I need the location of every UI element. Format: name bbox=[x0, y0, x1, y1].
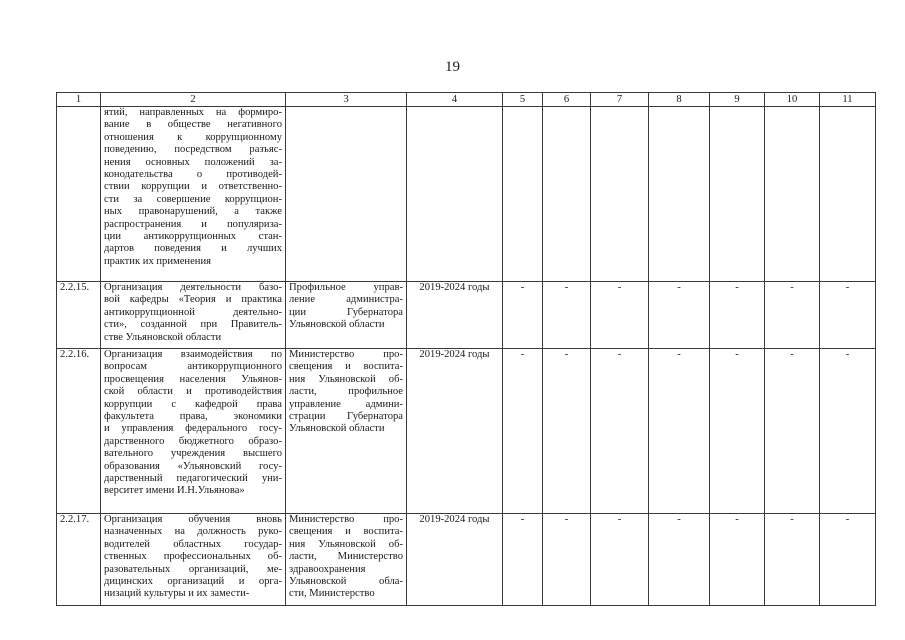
value-cell-col-9: - bbox=[710, 282, 765, 349]
measure-line: верситет имени И.Н.Ульянова» bbox=[104, 485, 245, 497]
value-cell-col-9: - bbox=[710, 349, 765, 514]
value-cell-col-7 bbox=[591, 107, 649, 282]
value-cell-col-6: - bbox=[543, 349, 591, 514]
value-cell-col-7: - bbox=[591, 282, 649, 349]
value-cell-col-7: - bbox=[591, 514, 649, 606]
table-row bbox=[57, 514, 876, 606]
column-header-3: 3 bbox=[286, 93, 407, 107]
value-cell-col-5 bbox=[503, 107, 543, 282]
executor-cell bbox=[286, 282, 407, 349]
executor-line: Министерство про- bbox=[289, 349, 403, 360]
measure-line: дицинских организаций и орга- bbox=[104, 576, 282, 588]
measure-line: ской области и противодействия bbox=[104, 386, 282, 398]
executor-line: Ульяновской обла- bbox=[289, 576, 403, 588]
value-cell-col-10 bbox=[765, 107, 820, 282]
value-cell-col-5: - bbox=[503, 349, 543, 514]
measure-line: водителей областных государ- bbox=[104, 538, 282, 550]
table-row bbox=[57, 107, 876, 282]
executor-line: ния Ульяновской об- bbox=[289, 373, 403, 385]
executor-line: ласти, профильное bbox=[289, 386, 403, 398]
column-header-6: 6 bbox=[543, 93, 591, 107]
measure-line: нения основных положений за- bbox=[104, 156, 282, 168]
measure-line: низаций культуры и их замести- bbox=[104, 588, 250, 600]
executor-cell bbox=[286, 514, 407, 606]
value-cell-col-5: - bbox=[503, 514, 543, 606]
measure-line: ных правонарушений, а также bbox=[104, 206, 282, 218]
value-cell-col-8: - bbox=[649, 514, 710, 606]
row-number: 2.2.16. bbox=[57, 349, 101, 514]
measure-line: вание в обществе негативного bbox=[104, 119, 282, 131]
period-cell: 2019-2024 годы bbox=[407, 349, 503, 514]
value-cell-col-8: - bbox=[649, 282, 710, 349]
measure-line: просвещения населения Ульянов- bbox=[104, 373, 282, 385]
measure-line: антикоррупционной деятельно- bbox=[104, 306, 282, 318]
measure-line: дарственный педагогический уни- bbox=[104, 473, 282, 485]
measure-line: разовательных организаций, ме- bbox=[104, 563, 282, 575]
executor-line: свещения и воспита- bbox=[289, 361, 403, 373]
row-number: 2.2.15. bbox=[57, 282, 101, 349]
executor-line: ния Ульяновской об- bbox=[289, 538, 403, 550]
executor-line: сти, Министерство bbox=[289, 588, 375, 600]
value-cell-col-11: - bbox=[820, 514, 876, 606]
value-cell-col-10: - bbox=[765, 282, 820, 349]
period-cell: 2019-2024 годы bbox=[407, 282, 503, 349]
executor-line: страции Губернатора bbox=[289, 411, 403, 423]
value-cell-col-6 bbox=[543, 107, 591, 282]
value-cell-col-9 bbox=[710, 107, 765, 282]
measure-description bbox=[101, 107, 286, 282]
executor-cell bbox=[286, 349, 407, 514]
column-header-7: 7 bbox=[591, 93, 649, 107]
measure-line: и управления федерального госу- bbox=[104, 423, 282, 435]
measure-line: сти», созданной при Правитель- bbox=[104, 319, 282, 331]
column-header-10: 10 bbox=[765, 93, 820, 107]
measure-line: сти за совершение коррупцион- bbox=[104, 193, 282, 205]
table-header bbox=[57, 93, 876, 107]
table-row bbox=[57, 282, 876, 349]
executor-line: Ульяновской области bbox=[289, 423, 385, 435]
table-row bbox=[57, 349, 876, 514]
value-cell-col-11 bbox=[820, 107, 876, 282]
executor-line: ласти, Министерство bbox=[289, 551, 403, 563]
measure-line: конодательства о противодей- bbox=[104, 169, 282, 181]
table-body bbox=[57, 107, 876, 606]
measure-line: ции антикоррупционных стан- bbox=[104, 231, 282, 243]
measure-description bbox=[101, 349, 286, 514]
value-cell-col-6: - bbox=[543, 282, 591, 349]
measure-line: дартов поведения и лучших bbox=[104, 243, 282, 255]
measure-line: стве Ульяновской области bbox=[104, 331, 222, 343]
value-cell-col-8: - bbox=[649, 349, 710, 514]
value-cell-col-10: - bbox=[765, 349, 820, 514]
value-cell-col-11: - bbox=[820, 282, 876, 349]
measure-line: распространения и популяриза- bbox=[104, 218, 282, 230]
column-header-1: 1 bbox=[57, 93, 101, 107]
row-number bbox=[57, 107, 101, 282]
measure-line: вой кафедры «Теория и практика bbox=[104, 294, 282, 306]
measure-description bbox=[101, 282, 286, 349]
period-cell bbox=[407, 107, 503, 282]
period-cell: 2019-2024 годы bbox=[407, 514, 503, 606]
measure-line: образования «Ульяновский госу- bbox=[104, 460, 282, 472]
measure-line: поведению, посредством разъяс- bbox=[104, 144, 282, 156]
measure-line: дарственного бюджетного образо- bbox=[104, 435, 282, 447]
value-cell-col-8 bbox=[649, 107, 710, 282]
value-cell-col-9: - bbox=[710, 514, 765, 606]
row-number: 2.2.17. bbox=[57, 514, 101, 606]
value-cell-col-11: - bbox=[820, 349, 876, 514]
value-cell-col-10: - bbox=[765, 514, 820, 606]
measure-line: ятий, направленных на формиро- bbox=[104, 107, 282, 118]
header-row bbox=[57, 93, 876, 107]
measures-table bbox=[56, 92, 876, 606]
column-header-8: 8 bbox=[649, 93, 710, 107]
measure-line: практик их применения bbox=[104, 255, 212, 267]
measure-line: ствии коррупции и ответственно- bbox=[104, 181, 282, 193]
executor-line: управление админи- bbox=[289, 398, 403, 410]
executor-cell bbox=[286, 107, 407, 282]
measure-line: отношения к коррупционному bbox=[104, 131, 282, 143]
measure-line: факультета права, экономики bbox=[104, 411, 282, 423]
value-cell-col-5: - bbox=[503, 282, 543, 349]
column-header-2: 2 bbox=[101, 93, 286, 107]
measure-line: вопросам антикоррупционного bbox=[104, 361, 282, 373]
measure-line: назначенных на должность руко- bbox=[104, 526, 282, 538]
column-header-4: 4 bbox=[407, 93, 503, 107]
executor-line: Министерство про- bbox=[289, 514, 403, 525]
measure-line: вательного учреждения высшего bbox=[104, 448, 282, 460]
executor-line: Профильное управ- bbox=[289, 282, 403, 293]
executor-line: здравоохранения bbox=[289, 563, 366, 575]
measure-line: ственных профессиональных об- bbox=[104, 551, 282, 563]
executor-line: Ульяновской области bbox=[289, 319, 385, 331]
column-header-9: 9 bbox=[710, 93, 765, 107]
column-header-5: 5 bbox=[503, 93, 543, 107]
measure-line: коррупции с кафедрой права bbox=[104, 398, 282, 410]
measure-line: Организация деятельности базо- bbox=[104, 282, 282, 293]
measure-line: Организация обучения вновь bbox=[104, 514, 282, 525]
page-number: 19 bbox=[445, 59, 460, 75]
column-header-11: 11 bbox=[820, 93, 876, 107]
value-cell-col-6: - bbox=[543, 514, 591, 606]
executor-line: ции Губернатора bbox=[289, 306, 403, 318]
value-cell-col-7: - bbox=[591, 349, 649, 514]
measure-line: Организация взаимодействия по bbox=[104, 349, 282, 360]
executor-line: ление администра- bbox=[289, 294, 403, 306]
measure-description bbox=[101, 514, 286, 606]
executor-line: свещения и воспита- bbox=[289, 526, 403, 538]
